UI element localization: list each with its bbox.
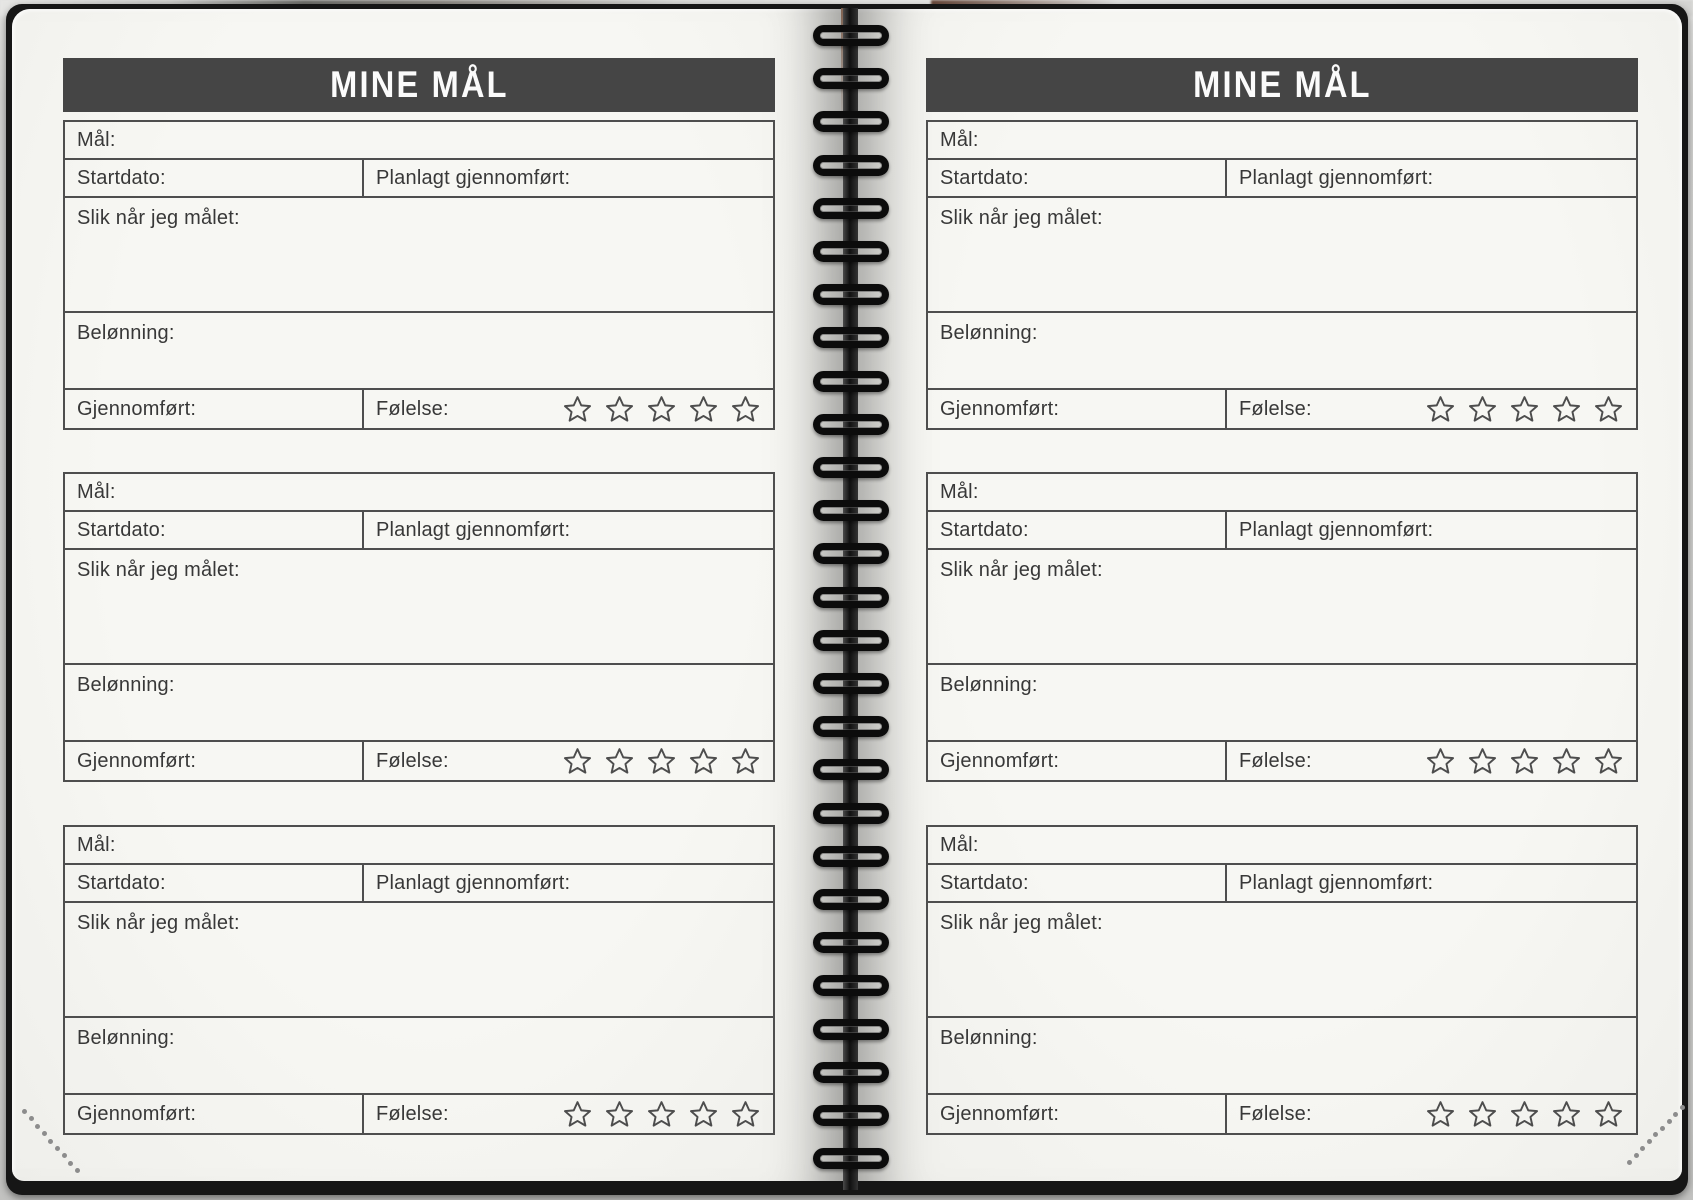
binding-coil	[813, 889, 889, 910]
star-outline-icon[interactable]	[604, 394, 635, 425]
how-i-reach-goal-label: Slik når jeg målet:	[940, 207, 1103, 229]
tear-dot	[75, 1168, 80, 1173]
planned-completion-field[interactable]	[1227, 865, 1636, 901]
start-date-field[interactable]	[65, 512, 364, 548]
binding-coil	[813, 1148, 889, 1169]
binding-coil	[813, 111, 889, 132]
feeling-field[interactable]	[1227, 1095, 1636, 1133]
start-date-field[interactable]	[65, 865, 364, 901]
reward-label: Belønning:	[77, 1027, 175, 1049]
star-outline-icon[interactable]	[1593, 394, 1624, 425]
star-outline-icon[interactable]	[730, 394, 761, 425]
star-outline-icon[interactable]	[1551, 394, 1582, 425]
binding-coil	[813, 457, 889, 478]
page-title: MINE MÅL	[1192, 64, 1372, 105]
how-i-reach-goal-field[interactable]	[928, 550, 1636, 663]
star-outline-icon[interactable]	[688, 746, 719, 777]
completed-label: Gjennomført:	[940, 1102, 1060, 1125]
planned-completion-label: Planlagt gjennomført:	[376, 518, 571, 541]
planned-completion-label: Planlagt gjennomført:	[1239, 166, 1434, 189]
goal-block	[63, 120, 775, 430]
reward-label: Belønning:	[940, 674, 1038, 696]
start-date-label: Startdato:	[940, 166, 1029, 189]
tear-dot	[35, 1124, 40, 1129]
binding-coil	[813, 587, 889, 608]
completed-label: Gjennomført:	[940, 749, 1060, 772]
how-i-reach-goal-label: Slik når jeg målet:	[940, 912, 1103, 934]
how-i-reach-goal-label: Slik når jeg målet:	[77, 207, 240, 229]
goal-block	[926, 120, 1638, 430]
binding-coil	[813, 803, 889, 824]
start-date-label: Startdato:	[77, 166, 166, 189]
planned-completion-field[interactable]	[364, 160, 773, 196]
start-date-label: Startdato:	[77, 518, 166, 541]
goal-label: Mål:	[940, 833, 979, 856]
start-date-field[interactable]	[65, 160, 364, 196]
tear-dot	[55, 1146, 60, 1151]
goal-field[interactable]	[65, 122, 773, 158]
binding-coil	[813, 414, 889, 435]
goal-label: Mål:	[77, 480, 116, 503]
completed-field[interactable]	[928, 742, 1227, 780]
binding-coil	[813, 1105, 889, 1126]
planned-completion-label: Planlagt gjennomført:	[376, 871, 571, 894]
star-rating[interactable]	[562, 394, 761, 425]
how-i-reach-goal-field[interactable]	[928, 903, 1636, 1016]
star-outline-icon[interactable]	[1509, 1099, 1540, 1130]
binding-coil	[813, 846, 889, 867]
reward-label: Belønning:	[77, 322, 175, 344]
completed-field[interactable]	[928, 1095, 1227, 1133]
binding-coil	[813, 500, 889, 521]
star-outline-icon[interactable]	[1509, 746, 1540, 777]
feeling-field[interactable]	[1227, 390, 1636, 428]
star-rating[interactable]	[562, 746, 761, 777]
binding-coil	[813, 284, 889, 305]
how-i-reach-goal-field[interactable]	[65, 198, 773, 311]
binding-coil	[813, 198, 889, 219]
star-outline-icon[interactable]	[1467, 394, 1498, 425]
star-outline-icon[interactable]	[562, 394, 593, 425]
binding-coil	[813, 975, 889, 996]
planned-completion-label: Planlagt gjennomført:	[1239, 518, 1434, 541]
tear-dot	[62, 1153, 67, 1158]
goal-label: Mål:	[77, 833, 116, 856]
star-outline-icon[interactable]	[646, 746, 677, 777]
start-date-label: Startdato:	[77, 871, 166, 894]
tear-dot	[1653, 1132, 1658, 1137]
goal-field[interactable]	[928, 474, 1636, 510]
binding-coil	[813, 1019, 889, 1040]
star-outline-icon[interactable]	[604, 1099, 635, 1130]
page-header-bar	[926, 58, 1638, 112]
star-outline-icon[interactable]	[646, 394, 677, 425]
completed-label: Gjennomført:	[77, 749, 197, 772]
binding-coil	[813, 327, 889, 348]
completed-field[interactable]	[65, 742, 364, 780]
reward-label: Belønning:	[77, 674, 175, 696]
feeling-field[interactable]	[364, 742, 773, 780]
star-outline-icon[interactable]	[688, 394, 719, 425]
star-outline-icon[interactable]	[1425, 1099, 1456, 1130]
goal-block	[63, 825, 775, 1135]
star-outline-icon[interactable]	[730, 746, 761, 777]
star-outline-icon[interactable]	[1425, 746, 1456, 777]
completed-label: Gjennomført:	[940, 397, 1060, 420]
star-rating[interactable]	[562, 1099, 761, 1130]
goal-field[interactable]	[928, 122, 1636, 158]
tear-dot	[48, 1139, 53, 1144]
planned-completion-field[interactable]	[364, 512, 773, 548]
goal-label: Mål:	[940, 128, 979, 151]
star-outline-icon[interactable]	[604, 746, 635, 777]
reward-label: Belønning:	[940, 1027, 1038, 1049]
feeling-label: Følelse:	[1239, 749, 1312, 772]
feeling-label: Følelse:	[1239, 1102, 1312, 1125]
tear-dot	[22, 1109, 27, 1114]
binding-coil	[813, 543, 889, 564]
tear-dot	[1634, 1153, 1639, 1158]
goal-block	[926, 472, 1638, 782]
goal-block	[63, 472, 775, 782]
star-outline-icon[interactable]	[1509, 394, 1540, 425]
tear-dot	[42, 1131, 47, 1136]
tear-dot	[1640, 1146, 1645, 1151]
how-i-reach-goal-label: Slik når jeg målet:	[77, 559, 240, 581]
tear-dot	[68, 1161, 73, 1166]
reward-field[interactable]	[928, 1018, 1636, 1093]
planned-completion-field[interactable]	[1227, 160, 1636, 196]
star-outline-icon[interactable]	[646, 1099, 677, 1130]
tear-dot	[29, 1116, 34, 1121]
planned-completion-label: Planlagt gjennomført:	[376, 166, 571, 189]
star-rating[interactable]	[1425, 394, 1624, 425]
goal-label: Mål:	[77, 128, 116, 151]
star-outline-icon[interactable]	[730, 1099, 761, 1130]
reward-field[interactable]	[928, 313, 1636, 388]
star-outline-icon[interactable]	[1551, 1099, 1582, 1130]
star-outline-icon[interactable]	[1593, 746, 1624, 777]
planned-completion-field[interactable]	[1227, 512, 1636, 548]
star-outline-icon[interactable]	[1467, 746, 1498, 777]
goal-label: Mål:	[940, 480, 979, 503]
star-outline-icon[interactable]	[688, 1099, 719, 1130]
planned-completion-label: Planlagt gjennomført:	[1239, 871, 1434, 894]
star-rating[interactable]	[1425, 1099, 1624, 1130]
tear-dot	[1647, 1139, 1652, 1144]
goal-field[interactable]	[65, 827, 773, 863]
start-date-label: Startdato:	[940, 518, 1029, 541]
completed-label: Gjennomført:	[77, 1102, 197, 1125]
tear-dot	[1673, 1112, 1678, 1117]
binding-coil	[813, 68, 889, 89]
star-outline-icon[interactable]	[562, 746, 593, 777]
how-i-reach-goal-field[interactable]	[65, 903, 773, 1016]
completed-label: Gjennomført:	[77, 397, 197, 420]
feeling-label: Følelse:	[1239, 397, 1312, 420]
feeling-field[interactable]	[364, 390, 773, 428]
start-date-field[interactable]	[928, 865, 1227, 901]
goal-block	[926, 825, 1638, 1135]
binding-coil	[813, 371, 889, 392]
binding-coil	[813, 25, 889, 46]
tear-dot	[1660, 1126, 1665, 1131]
star-outline-icon[interactable]	[1467, 1099, 1498, 1130]
reward-label: Belønning:	[940, 322, 1038, 344]
binding-coil	[813, 630, 889, 651]
star-rating[interactable]	[1425, 746, 1624, 777]
feeling-label: Følelse:	[376, 1102, 449, 1125]
reward-field[interactable]	[65, 1018, 773, 1093]
how-i-reach-goal-field[interactable]	[65, 550, 773, 663]
binding-coil	[813, 932, 889, 953]
tear-dot	[1667, 1119, 1672, 1124]
binding-coil	[813, 716, 889, 737]
star-outline-icon[interactable]	[1593, 1099, 1624, 1130]
binding-coil	[813, 155, 889, 176]
goal-field[interactable]	[928, 827, 1636, 863]
reward-field[interactable]	[65, 313, 773, 388]
feeling-field[interactable]	[364, 1095, 773, 1133]
star-outline-icon[interactable]	[562, 1099, 593, 1130]
start-date-label: Startdato:	[940, 871, 1029, 894]
right-page	[857, 9, 1682, 1181]
planned-completion-field[interactable]	[364, 865, 773, 901]
completed-field[interactable]	[65, 390, 364, 428]
start-date-field[interactable]	[928, 512, 1227, 548]
tear-dot	[1680, 1105, 1685, 1110]
binding-coil	[813, 673, 889, 694]
star-outline-icon[interactable]	[1425, 394, 1456, 425]
page-title: MINE MÅL	[329, 64, 509, 105]
binding-coil	[813, 1062, 889, 1083]
how-i-reach-goal-field[interactable]	[928, 198, 1636, 311]
feeling-label: Følelse:	[376, 749, 449, 772]
star-outline-icon[interactable]	[1551, 746, 1582, 777]
page-header-bar	[63, 58, 775, 112]
feeling-field[interactable]	[1227, 742, 1636, 780]
binding-coil	[813, 759, 889, 780]
feeling-label: Følelse:	[376, 397, 449, 420]
start-date-field[interactable]	[928, 160, 1227, 196]
goal-field[interactable]	[65, 474, 773, 510]
completed-field[interactable]	[65, 1095, 364, 1133]
completed-field[interactable]	[928, 390, 1227, 428]
how-i-reach-goal-label: Slik når jeg målet:	[940, 559, 1103, 581]
binding-coil	[813, 241, 889, 262]
how-i-reach-goal-label: Slik når jeg målet:	[77, 912, 240, 934]
reward-field[interactable]	[65, 665, 773, 740]
left-page	[12, 9, 845, 1181]
tear-dot	[1627, 1160, 1632, 1165]
reward-field[interactable]	[928, 665, 1636, 740]
